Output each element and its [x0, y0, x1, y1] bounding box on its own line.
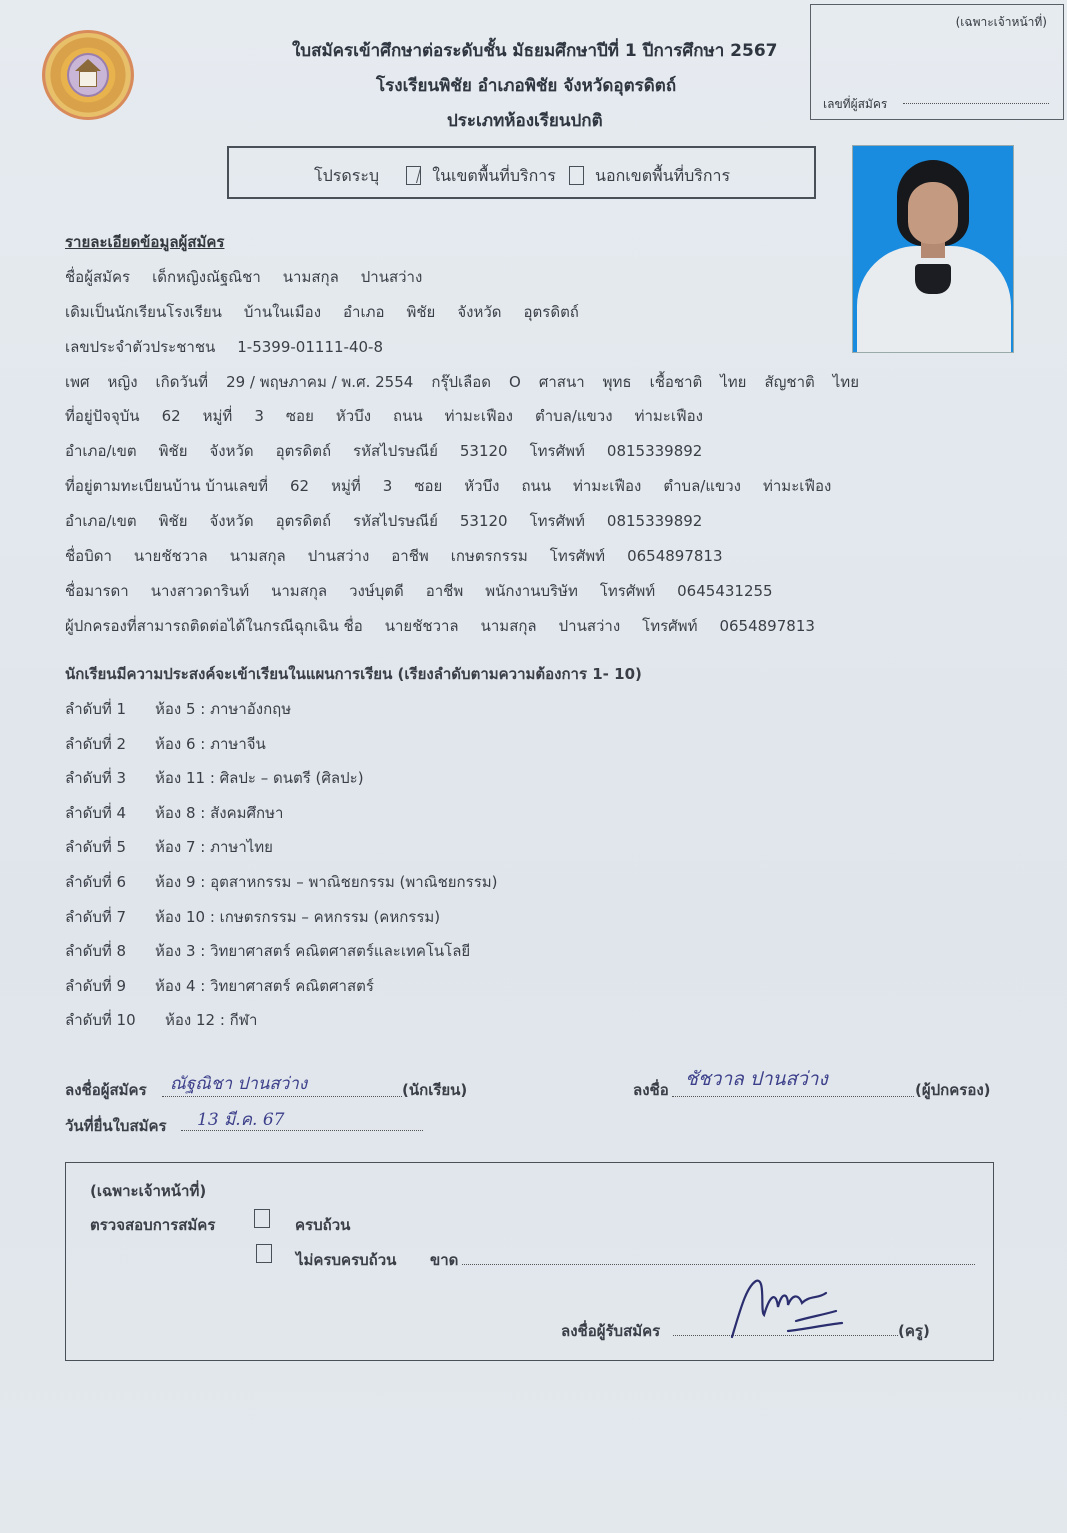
verify-title: (เฉพาะเจ้าหน้าที่): [90, 1182, 207, 1200]
plan-rank: ลำดับที่ 6: [65, 873, 127, 891]
detail-row: [65, 439, 724, 463]
detail-label: ซอย: [414, 477, 443, 495]
detail-row: [65, 300, 601, 324]
detail-label: จังหวัด: [209, 512, 254, 530]
applicant-signature: ณัฐณิชา ปานสว่าง: [170, 1074, 308, 1094]
detail-value: 3: [254, 407, 264, 425]
plan-rank: ลำดับที่ 1: [65, 700, 127, 718]
detail-value: บ้านในเมือง: [243, 303, 322, 321]
zone-out-label: นอกเขตพื้นที่บริการ: [595, 166, 731, 185]
detail-label: ที่อยู่ตามทะเบียนบ้าน บ้านเลขที่: [65, 477, 268, 495]
detail-value: 0654897813: [627, 547, 723, 565]
verify-check-label: ตรวจสอบการสมัคร: [90, 1216, 216, 1234]
detail-label: โทรศัพท์: [599, 582, 656, 600]
plan-rank: ลำดับที่ 3: [65, 769, 127, 788]
detail-label: อำเภอ/เขต: [65, 512, 137, 530]
school-logo-icon: [42, 30, 134, 120]
detail-label: รหัสไปรษณีย์: [353, 512, 438, 530]
plan-room: ห้อง 12 : กีฬา: [165, 1011, 258, 1030]
detail-value: 53120: [459, 512, 508, 530]
zone-prompt: โปรดระบุ: [314, 166, 380, 185]
classroom-type: ประเภทห้องเรียนปกติ: [447, 111, 603, 131]
detail-value: 29 / พฤษภาคม / พ.ศ. 2554: [226, 373, 414, 391]
plan-rank: ลำดับที่ 5: [65, 838, 127, 857]
detail-value: ปานสว่าง: [307, 547, 370, 565]
detail-label: นามสกุล: [271, 582, 328, 600]
detail-value: วงษ์บุตดี: [349, 582, 404, 600]
guardian-signature: ชัชวาล ปานสว่าง: [685, 1068, 828, 1090]
plan-rank: ลำดับที่ 2: [65, 734, 127, 753]
detail-label: ศาสนา: [538, 373, 585, 391]
detail-value: พุทธ: [602, 373, 632, 391]
detail-value: 3: [382, 477, 393, 495]
detail-value: ไทย: [832, 373, 859, 391]
plan-rank: ลำดับที่ 8: [65, 942, 127, 961]
plan-rank: ลำดับที่ 9: [65, 976, 127, 995]
plan-room: ห้อง 8 : สังคมศึกษา: [155, 803, 284, 822]
detail-label: เพศ: [65, 373, 90, 391]
guardian-sign-line: [672, 1096, 914, 1097]
detail-value: ท่ามะเฟือง: [634, 407, 703, 425]
detail-value: อุตรดิตถ์: [275, 442, 332, 460]
detail-label: โทรศัพท์: [549, 547, 606, 565]
detail-row: [65, 544, 745, 568]
detail-label: กรุ๊ปเลือด: [431, 373, 492, 391]
detail-value: ปานสว่าง: [360, 268, 423, 286]
plan-room: ห้อง 11 : ศิลปะ – ดนตรี (ศิลปะ): [155, 769, 364, 788]
detail-label: ที่อยู่ปัจจุบัน: [65, 407, 140, 425]
detail-row: [65, 370, 877, 394]
plan-room: ห้อง 5 : ภาษาอังกฤษ: [155, 700, 292, 718]
detail-value: นายชัชวาล: [133, 547, 208, 565]
applicant-sign-suffix: (นักเรียน): [402, 1081, 468, 1099]
detail-label: นามสกุล: [282, 268, 339, 286]
incomplete-checkbox[interactable]: [256, 1244, 272, 1263]
detail-label: ชื่อผู้สมัคร: [65, 268, 131, 286]
date-label: วันที่ยื่นใบสมัคร: [65, 1117, 167, 1135]
detail-value: พิชัย: [406, 303, 436, 321]
verification-box: [65, 1162, 994, 1361]
plan-rank: ลำดับที่ 4: [65, 803, 127, 822]
detail-value: 0815339892: [606, 442, 703, 460]
date-handwritten: 13 มี.ค. 67: [197, 1110, 285, 1130]
detail-label: หมู่ที่: [331, 477, 361, 495]
zone-in-label: ในเขตพื้นที่บริการ: [432, 166, 556, 185]
receiver-signature-icon: [726, 1271, 846, 1341]
detail-value: 0645431255: [677, 582, 773, 600]
detail-row: [65, 614, 837, 638]
detail-value: ปานสว่าง: [558, 617, 621, 635]
detail-label: เลขประจำตัวประชาชน: [65, 338, 216, 356]
school-name: โรงเรียนพิชัย อำเภอพิชัย จังหวัดอุตรดิตถ์: [376, 76, 677, 96]
guardian-sign-label: ลงชื่อ: [633, 1081, 669, 1099]
detail-value: เด็กหญิงณัฐณิชา: [152, 268, 261, 286]
detail-label: หมู่ที่: [202, 407, 233, 425]
detail-value: ไทย: [720, 373, 747, 391]
detail-value: 0654897813: [719, 617, 815, 635]
zone-out-checkbox[interactable]: [569, 166, 584, 185]
plan-title: นักเรียนมีความประสงค์จะเข้าเรียนในแผนการเรียน (เรียงลำดับตามความต้องการ 1- 10): [65, 665, 642, 683]
plan-room: ห้อง 3 : วิทยาศาสตร์ คณิตศาสตร์และเทคโนโลยี: [155, 942, 471, 961]
detail-label: นามสกุล: [480, 617, 537, 635]
detail-label: โทรศัพท์: [642, 617, 698, 635]
detail-label: เชื้อชาติ: [649, 373, 703, 391]
detail-value: 1-5399-01111-40-8: [237, 338, 383, 356]
incomplete-label: ไม่ครบครบถ้วน: [296, 1251, 397, 1269]
detail-value: เกษตรกรรม: [450, 547, 528, 565]
plan-rank: ลำดับที่ 10: [65, 1011, 136, 1030]
applicant-number-field[interactable]: [903, 103, 1049, 104]
detail-label: ซอย: [285, 407, 314, 425]
receiver-sign-label: ลงชื่อผู้รับสมัคร: [561, 1322, 661, 1340]
detail-value: ท่ามะเฟือง: [763, 477, 832, 495]
detail-label: ถนน: [521, 477, 552, 495]
detail-label: ถนน: [393, 407, 423, 425]
detail-label: อาชีพ: [425, 582, 464, 600]
receiver-sign-suffix: (ครู): [898, 1322, 930, 1340]
detail-value: อุตรดิตถ์: [275, 512, 332, 530]
detail-label: โทรศัพท์: [529, 442, 585, 460]
detail-value: 62: [290, 477, 310, 495]
detail-value: อุตรดิตถ์: [523, 303, 579, 321]
staff-only-box: [810, 4, 1064, 120]
detail-row: [65, 404, 725, 428]
detail-value: พิชัย: [158, 512, 188, 530]
detail-label: อำเภอ/เขต: [65, 442, 137, 460]
applicant-sign-label: ลงชื่อผู้สมัคร: [65, 1081, 147, 1099]
detail-label: เดิมเป็นนักเรียนโรงเรียน: [65, 303, 222, 321]
detail-label: สัญชาติ: [764, 373, 815, 391]
missing-label: ขาด: [430, 1251, 459, 1269]
guardian-sign-suffix: (ผู้ปกครอง): [915, 1081, 991, 1099]
staff-only-label: (เฉพาะเจ้าหน้าที่): [955, 15, 1047, 29]
detail-value: หญิง: [107, 373, 138, 391]
detail-label: เกิดวันที่: [155, 373, 209, 391]
detail-label: อำเภอ: [343, 303, 385, 321]
detail-label: ผู้ปกครองที่สามารถติดต่อได้ในกรณีฉุกเฉิน ชื่อ: [65, 617, 363, 635]
detail-label: โทรศัพท์: [529, 512, 585, 530]
detail-value: หัวบึง: [464, 477, 500, 495]
detail-label: จังหวัด: [457, 303, 502, 321]
detail-label: นามสกุล: [229, 547, 286, 565]
plan-room: ห้อง 10 : เกษตรกรรม – คหกรรม (คหกรรม): [155, 907, 441, 926]
complete-checkbox[interactable]: [254, 1209, 270, 1228]
detail-value: หัวบึง: [335, 407, 372, 425]
plan-room: ห้อง 7 : ภาษาไทย: [155, 838, 273, 857]
detail-value: พิชัย: [158, 442, 188, 460]
detail-label: ชื่อบิดา: [65, 547, 112, 565]
detail-label: จังหวัด: [209, 442, 254, 460]
detail-label: ตำบล/แขวง: [663, 477, 741, 495]
plan-rank: ลำดับที่ 7: [65, 907, 127, 926]
detail-row: [65, 335, 405, 359]
plan-room: ห้อง 4 : วิทยาศาสตร์ คณิตศาสตร์: [155, 976, 374, 995]
service-zone-box: [227, 146, 816, 199]
form-title: ใบสมัครเข้าศึกษาต่อระดับชั้น มัธยมศึกษาปีที่ 1 ปีการศึกษา 2567: [292, 41, 778, 61]
plan-room: ห้อง 6 : ภาษาจีน: [155, 734, 266, 753]
detail-row: [65, 265, 444, 289]
plan-room: ห้อง 9 : อุตสาหกรรม – พาณิชยกรรม (พาณิชยกรรม): [155, 873, 498, 891]
detail-value: นางสาวดารินท์: [150, 582, 250, 600]
missing-field[interactable]: [462, 1264, 975, 1265]
detail-label: ชื่อมารดา: [65, 582, 129, 600]
detail-row: [65, 474, 853, 498]
detail-value: 62: [161, 407, 181, 425]
applicant-photo: [852, 145, 1014, 353]
detail-value: 0815339892: [606, 512, 703, 530]
applicant-number-label: เลขที่ผู้สมัคร: [823, 97, 888, 111]
detail-label: ตำบล/แขวง: [534, 407, 613, 425]
detail-row: [65, 579, 795, 603]
details-title: รายละเอียดข้อมูลผู้สมัคร: [65, 233, 225, 251]
detail-label: อาชีพ: [391, 547, 429, 565]
zone-in-checkbox[interactable]: [406, 166, 421, 185]
detail-label: รหัสไปรษณีย์: [353, 442, 438, 460]
detail-value: นายชัชวาล: [384, 617, 459, 635]
detail-value: ท่ามะเฟือง: [573, 477, 642, 495]
complete-label: ครบถ้วน: [295, 1216, 351, 1234]
detail-value: O: [509, 373, 521, 391]
detail-value: 53120: [459, 442, 508, 460]
detail-value: พนักงานบริษัท: [485, 582, 578, 600]
detail-value: ท่ามะเฟือง: [444, 407, 513, 425]
detail-row: [65, 509, 724, 533]
